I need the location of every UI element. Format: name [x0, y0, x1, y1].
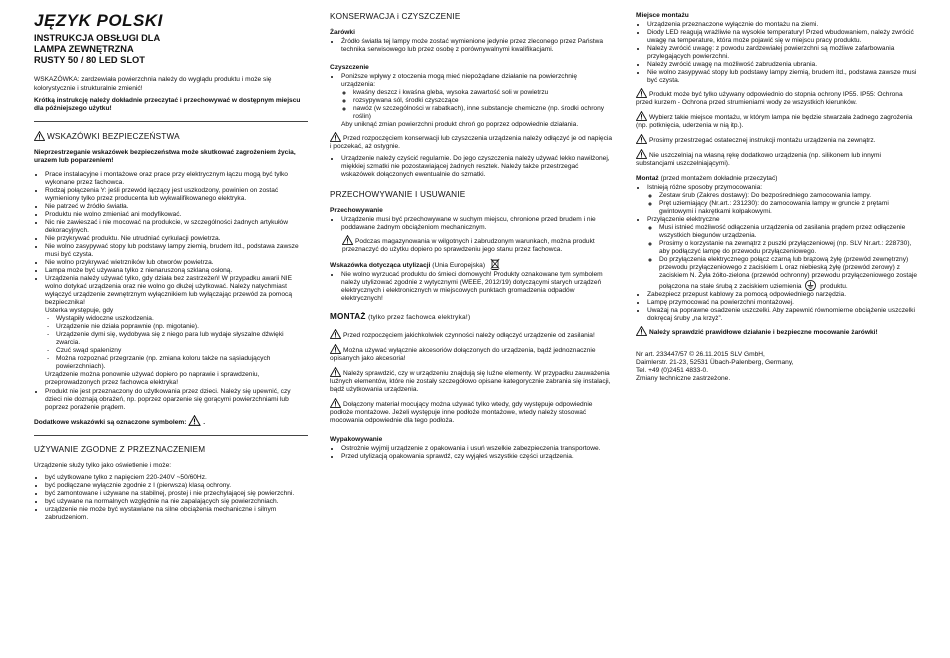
list-item: • Nic nie zawieszać i nie mocować na produkcie, w szczególności żadnych artykułów dekoracyjnych. [45, 219, 308, 235]
place-warning [636, 134, 918, 145]
list-item: • Uważaj na poprawne osadzenie uszczelki. Aby zapewnić równomierne obciążenie uszczelki dokręcaj śruby „na krzyż”. [647, 307, 918, 323]
sub-item: ◦ Zestaw śrub (Zakres dostawy): Do bezpośredniego zamocowania lampy. [659, 192, 918, 200]
warning-triangle-icon [34, 131, 45, 141]
final-warning-text: Należy sprawdzić prawidłowe działanie i bezpieczne mocowanie żarówki! [649, 329, 878, 337]
place-warning [636, 88, 918, 107]
list-item: • Nie wolno zasypywać stopy lub podstawy lampy ziemią, brudem itd., podstawa zawsze musi być czysta. [45, 243, 308, 259]
list-item: • Diody LED reagują wrażliwie na wysokie temperatury! Przed wbudowaniem, należy zwrócić uwagę na temperature, która może pojawić się w miejscu pracy produktu. [647, 29, 918, 45]
column-left [34, 12, 308, 525]
list-item [647, 184, 918, 216]
place-warning [636, 149, 918, 168]
title-line: INSTRUKCJA OBSŁUGI DLA [34, 33, 161, 43]
sub-item: ◦ Musi istnieć możliwość odłączenia urządzenia od zasilania prądem przez odłączenie wszystkich biegunów urządzenia. [659, 224, 918, 240]
cleaning-list [330, 73, 612, 129]
list-item: • być podłączane wyłącznie zgodnie z I (pierwsza) klasą ochrony. [45, 482, 308, 490]
list-item: • Nie wolno wyrzucać produktu do śmieci domowych! Produkty oznakowane tym symbolem należy utylizować zgodnie z wytycznymi (WEEE, 2012/19) dotyczącymi starych urządzeń elektrycznych i elektronicznych w miejscowych punktach gromadzenia odpadów elektrycznych! [341, 271, 612, 303]
fault-item: - Można rozpoznać przegrzanie (np. zmiana koloru także na sąsiadujących powierzchniach). [56, 355, 308, 371]
sub-item: ◦ kwaśny deszcz i kwaśna gleba, wysoka zawartość soli w powietrzu [353, 89, 612, 97]
malfunction-text: Urządzenia należy używać tylko, gdy działa bez zastrzeżeń! W przypadku awarii NIE wolno dotykać urządzenia oraz nie wolno go dłużej użytkować. Należy natychmiast wyłączyć urządzenie zewnętrznym wyłącznikiem lub wyłączając przewód za pomocą bezpiecznika! [45, 275, 293, 307]
list-item: • Prace instalacyjne i montażowe oraz prace przy elektrycznym łączu mogą być tylko wykonane przez fachowca. [45, 171, 308, 187]
mount-warning-text: Można używać wyłącznie akcesoriów dołączonych do urządzenia, bądź jednoznacznie opisanych jako akcesoria! [330, 346, 596, 362]
title-line: RUSTY 50 / 80 LED SLOT [34, 55, 145, 66]
list-item [647, 216, 918, 291]
bulbs-list [330, 38, 612, 54]
maintenance-heading: KONSERWACJA i CZYSZCZENIE [330, 12, 461, 21]
crossed-bin-icon [490, 258, 500, 270]
warning-triangle-icon [188, 415, 201, 426]
warning-triangle-icon [330, 132, 341, 142]
ground-line-pre: połączona na stałe śrubą z zaciskiem uziemienia [659, 282, 802, 290]
list-item: • Ostrożnie wyjmij urządzenie z opakowania i usuń wszelkie zabezpieczenia transportowe. [341, 445, 612, 453]
symbol-line: Dodatkowe wskazówki są oznaczone symbolem: . [34, 415, 308, 427]
column-right [636, 12, 918, 383]
place-heading: Miejsce montażu [636, 12, 689, 19]
place-warning-text: Nie uszczelniaj na własną rękę dodatkowo urządzenia (np. silikonem lub innymi substancjami uszczelniającymi). [636, 152, 881, 168]
sub-item: ◦ rozsypywana sól, środki czyszczące [353, 97, 612, 105]
title-line: LAMPA ZEWNĘTRZNA [34, 44, 134, 55]
list-item: • urządzenie nie może być wystawiane na silne obciążenia mechaniczne i silnym zabrudzeniom. [45, 506, 308, 522]
warning-triangle-icon [342, 235, 353, 245]
symbol-line-text: Dodatkowe wskazówki są oznaczone symbolem: [34, 418, 187, 426]
warning-triangle-icon [330, 329, 341, 339]
list-item: • Należy zwrócić uwagę: z powodu zardzewiałej powierzchni są możliwe zafarbowania przylegających powierzchni. [647, 45, 918, 61]
disposal-list [330, 271, 612, 303]
warning-triangle-icon [636, 326, 647, 336]
electrical-intro: Przyłączenie elektryczne [647, 215, 720, 223]
mount-warning [330, 398, 612, 425]
warning-triangle-icon [636, 111, 647, 121]
ground-terminal-icon [805, 280, 816, 291]
list-item: • Lampę przymocować na powierzchni montażowej. [647, 299, 918, 307]
language-title: JĘZYK POLSKI [34, 11, 163, 30]
list-item: • Nie przykrywać produktu. Nie utrudniać cyrkulacji powietrza. [45, 235, 308, 243]
assembly-list [636, 184, 918, 324]
list-item: • być użytkowane tylko z napięciem 220-240V ~50/60Hz. [45, 474, 308, 482]
list-item: • być zamontowane i używane na stabilnej, prostej i nie przechylającej się powierzchni. [45, 490, 308, 498]
list-item: • Należy zwrócić uwagę na możliwość zabrudzenia ubrania. [647, 61, 918, 69]
usage-list [34, 474, 308, 522]
place-list [636, 21, 918, 85]
footer-line: Tel. +49 (0)2451 4833-0. [636, 367, 709, 375]
list-item: • Urządzenie musi być przechowywane w suchym miejscu, chronione przed brudem i nie poddawane żadnym obciążeniom mechanicznym. [341, 216, 612, 232]
assembly-sublist [647, 192, 918, 216]
list-item: • Nie wolno zasypywać stopy lub podstawy lampy ziemią, brudem itd., podstawa zawsze musi być czysta. [647, 69, 918, 85]
fault-item: - Czuć swąd spalenizny [56, 347, 308, 355]
safety-heading-text: WSKAZÓWKI BEZPIECZEŃSTWA [47, 131, 180, 141]
cleaning-warning [330, 132, 612, 151]
disposal-heading-text: Wskazówka dotycząca utylizacji [330, 261, 431, 269]
final-warning [636, 326, 918, 337]
mounting-heading [330, 312, 612, 322]
list-item [341, 73, 612, 129]
usage-intro: Urządzenie służy tylko jako oświetlenie i może: [34, 461, 172, 469]
cleaning-intro: Poniższe wpływy z otoczenia mogą mieć niepożądane działanie na powierzchnię urządzenia: [341, 73, 578, 89]
storing-heading: Przechowywanie [330, 206, 383, 214]
mount-warning-text: Przed rozpoczęciem jakichkolwiek czynności należy odłączyć urządzenie od zasilania! [343, 331, 595, 339]
mount-warning [330, 329, 612, 340]
list-item: • Urządzenie należy czyścić regularnie. Do jego czyszczenia należy używać lekko nawilżonej, miękkiej szmatki nie pozostawiającej żadnych resztek. Należy także przestrzegać wskazówek dołączonych ewentualnie do szmatki. [341, 155, 612, 179]
assembly-heading [636, 175, 918, 183]
sub-item: ◦ Prosimy o korzystanie na zewnątrz z puszki przyłączeniowej (np. SLV Nr.art.: 228730), aby podłączyć lampę do przewodu przyłączeniowego. [659, 240, 918, 256]
list-item: • być używane na normalnych względnie na nie zapalających się powierzchniach. [45, 498, 308, 506]
mount-warning [330, 344, 612, 363]
sub-item [659, 256, 918, 291]
assembly-heading-text: Montaż [636, 174, 659, 182]
fault-item: - Urządzenie dymi się, wydobywa się z niego para lub wydaje słyszalne dźwięki zwarcia. [56, 331, 308, 347]
warning-triangle-icon [636, 149, 647, 159]
list-item: • Produktu nie wolno zmieniać ani modyfikować. [45, 211, 308, 219]
cleaning-warning-text: Przed rozpoczęciem konserwacji lub czyszczenia urządzenia należy odłączyć je od napięcia i poczekać, aż ostygnie. [330, 135, 613, 151]
faults-intro: Usterka występuje, gdy [45, 307, 114, 315]
bulbs-heading: Żarówki [330, 29, 355, 36]
list-item: • Nie patrzeć w źródło światła. [45, 203, 308, 211]
column-middle [330, 12, 612, 464]
list-item: • Przed utylizacją opakowania sprawdź, czy wyjąłeś wszystkie części urządzenia. [341, 453, 612, 461]
assembly-option-intro: Istnieją różne sposoby przymocowania: [647, 183, 763, 191]
place-warning-text: Produkt może być tylko używany odpowiednio do stopnia ochrony IP55. IP55: Ochrona przed kurzem - Ochrona przed strumieniami wody ze wszystkich kierunków. [636, 91, 903, 107]
place-warning-text: Prosimy przestrzegać ostatecznej instrukcji montażu urządzenia na zewnątrz. [649, 137, 876, 145]
list-item: • Rodzaj połączenia Y: jeśli przewód łączący jest uszkodzony, powinien on zostać wymieniony tylko przez producenta lub wykwalifikowanego elektryka. [45, 187, 308, 203]
disposal-heading [330, 258, 612, 270]
safety-intro: Nieprzestrzeganie wskazówek bezpieczeństwa może skutkować zagrożeniem życia, urazem lub poparzeniem! [34, 148, 296, 164]
list-item [45, 275, 308, 387]
disposal-heading-suffix: (Unia Europejska) [432, 261, 486, 269]
electrical-sublist [647, 224, 918, 291]
footer-line: Nr art. 233447/57 © 26.11.2015 SLV GmbH, [636, 351, 765, 359]
mounting-heading-text: MONTAŻ [330, 311, 366, 321]
fault-item: - Urządzenie nie działa poprawnie (np. migotanie). [56, 323, 308, 331]
list-item: • Produkt nie jest przeznaczony do użytkowania przez dzieci. Należy się upewnić, czy dzieci nie doznają obrażeń, np. poprzez oparzenie się gorącymi powierzchniami lub poprzez porażenie prądem. [45, 388, 308, 412]
storing-list [330, 216, 612, 232]
mounting-heading-suffix: (tylko przez fachowca elektryka!) [368, 313, 471, 321]
footer-address [636, 351, 918, 383]
warning-triangle-icon [330, 398, 341, 408]
rust-note: WSKAZÓWKA: zardzewiała powierzchnia należy do wyglądu produktu i może się kolorystycznie i strukturalnie zmienić! [34, 76, 272, 92]
storing-warning-text: Podczas magazynowania w wilgotnych i zabrudzonym warunkach, można produkt przeznaczyć do użytku dopiero po sprawdzeniu jego stanu przez fachowca. [342, 237, 595, 253]
list-item: • Zabezpiecz przepust kablowy za pomocą odpowiedniego narzędzia. [647, 291, 918, 299]
list-item: • Nie wolno przykrywać wietrzników lub otworów powietrza. [45, 259, 308, 267]
mount-warning-text: Należy sprawdzić, czy w urządzeniu znajdują się luźne elementy. W przypadku zauważenia luźnych elementów, które nie zostały szczegółowo opisane kategorycznie zabrania się instalacji, bądź użytkowania urządzenia. [330, 369, 611, 393]
usage-heading: UŻYWANIE ZGODNE Z PRZEZNACZENIEM [34, 435, 308, 455]
wiring-text: Do przyłączenia elektrycznego połącz czarną lub brązową żyłę (przewód zewnętrzny) przewodu przyłączeniowego z zaciskiem L oraz niebieską żyłę (przewód zerowy) z zaciskiem N. Żyła żółto-zielona (przewód ochronny) przewodu przyłączeniowego zostaje [659, 255, 918, 279]
storing-warning [330, 235, 612, 254]
keep-instructions-note: Krótką instrukcję należy dokładnie przeczytać i przechowywać w dostępnym miejscu dla późniejszego użytku! [34, 96, 301, 112]
mount-warning-text: Dołączony materiał mocujący można używać tylko wtedy, gdy występuje odpowiednie podłoże montażowe. Jeżeli występuje inne podłoże montażowe, wtedy należy stosować mocowania odpowiednie dla tego podłoża. [330, 401, 593, 425]
safety-heading [34, 121, 308, 142]
cleaning-list-2 [330, 155, 612, 179]
document-title [34, 33, 308, 66]
storage-heading: PRZECHOWYWANIE I USUWANIE [330, 189, 466, 199]
mount-warning [330, 367, 612, 394]
footer-line: Daimlerstr. 21-23, 52531 Übach-Palenberg, Germany, [636, 359, 794, 367]
fault-item: - Wystąpiły widoczne uszkodzenia. [56, 315, 308, 323]
sub-item: ◦ Pręt uziemiający (Nr.art.: 231230): do zamocowania lampy w gruncie z prętami gwintowymi i nakrętkami kołpakowymi. [659, 200, 918, 216]
warning-triangle-icon [330, 367, 341, 377]
warning-triangle-icon [636, 88, 647, 98]
cleaning-sublist [341, 89, 612, 121]
footer-line: Zmiany techniczne zastrzeżone. [636, 375, 731, 383]
warning-triangle-icon [636, 134, 647, 144]
cleaning-heading: Czyszczenie [330, 64, 369, 72]
unpacking-list [330, 445, 612, 461]
warning-triangle-icon [330, 344, 341, 354]
unpacking-heading: Wypakowywanie [330, 436, 383, 444]
cleaning-outro: Aby uniknąć zmian powierzchni produkt chroń go poprzez odpowiednie działania. [341, 121, 579, 129]
assembly-heading-suffix: (przed montażem dokładnie przeczytać) [660, 174, 778, 182]
faults-list [45, 315, 308, 371]
place-warning-text: Wybierz takie miejsce montażu, w którym lampa nie będzie stwarzała żadnego zagrożenia (np. potknięcia, uderzenia w nią itp.). [636, 114, 913, 130]
ground-line-post: produktu. [820, 282, 848, 290]
sub-item: ◦ nawóz (w szczególności w rabatkach), inne substancje chemiczne (np. środki ochrony roślin) [353, 105, 612, 121]
list-item: • Lampa może być używana tylko z nienaruszoną szklaną osłoną. [45, 267, 308, 275]
faults-outro: Urządzenie można ponownie używać dopiero po naprawie i sprawdzeniu, przeprowadzonych przez fachowca elektryka! [45, 371, 260, 387]
list-item: • Urządzenia przeznaczone wyłącznie do montażu na ziemi. [647, 21, 918, 29]
safety-list [34, 171, 308, 412]
list-item: • Źródło światła tej lampy może zostać wymienione jedynie przez zleconego przez Państwa technika serwisowego lub przez osobę z porównywalnymi kwalifikacjami. [341, 38, 612, 54]
place-warning [636, 111, 918, 130]
